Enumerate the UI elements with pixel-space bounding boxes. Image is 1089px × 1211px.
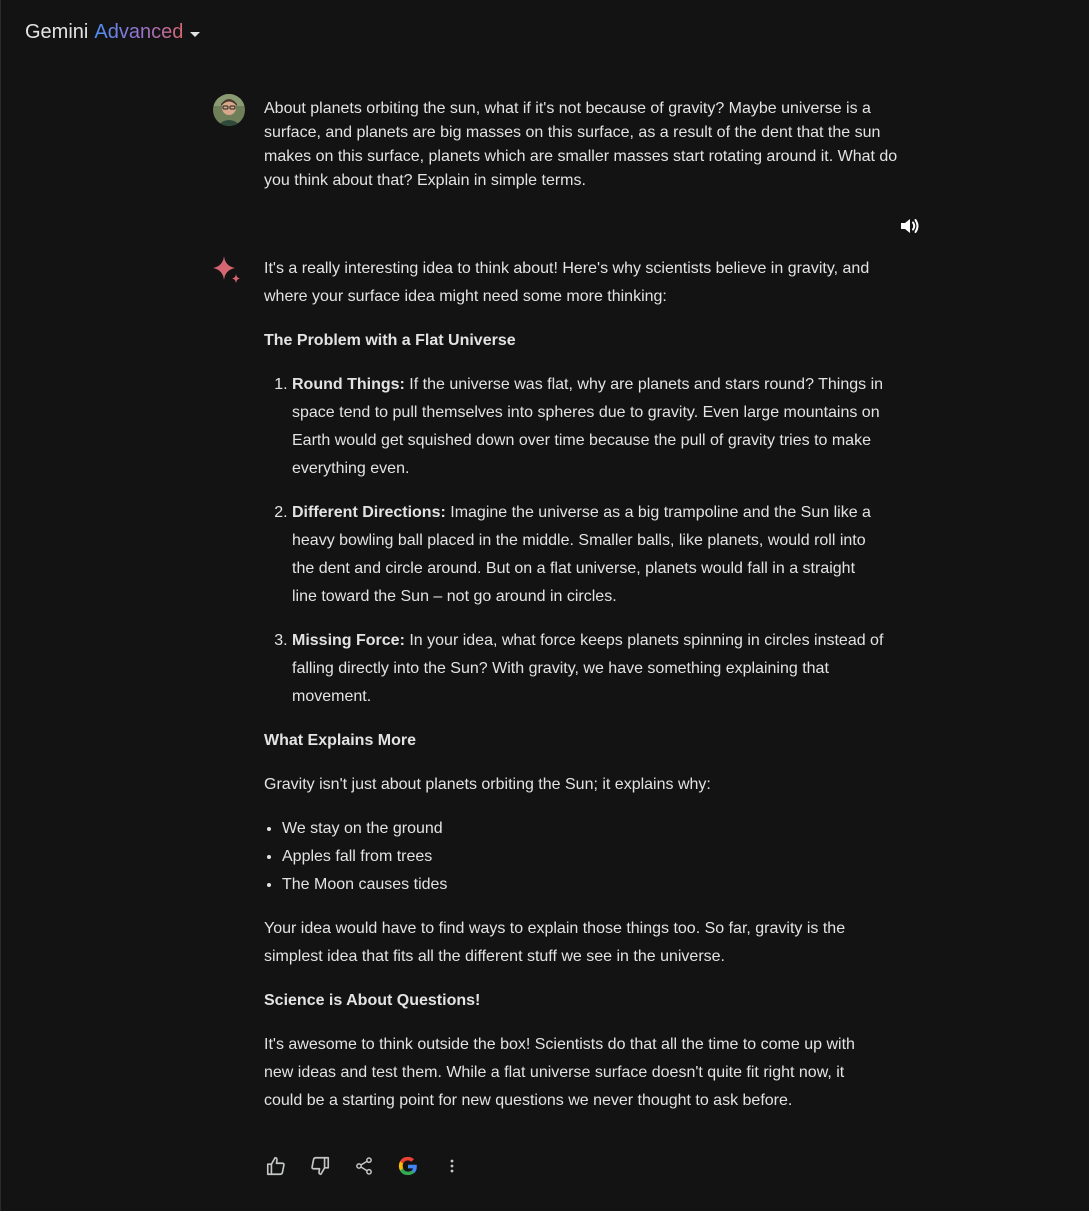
section2-outro: Your idea would have to find ways to explain those things too. So far, gravity is the simplest idea that fits all the different stuff we see in the universe.: [264, 920, 846, 965]
brand-name: Gemini: [25, 21, 89, 43]
bullet-list: [264, 815, 884, 899]
bullet-item: • Apples fall from trees: [282, 843, 884, 871]
section-title-science: Science is About Questions!: [264, 992, 481, 1009]
section-title-what-explains-more: What Explains More: [264, 732, 417, 749]
user-message: About planets orbiting the sun, what if it's not because of gravity? Maybe universe is a surface, and planets are big masses on this surface, as a result of the dent that the sun makes on this surface, planets which are smaller masses start rotating around it. What do you think about that? Explain in simple terms.: [264, 100, 898, 189]
model-selector[interactable]: [25, 21, 200, 44]
thumbs-down-icon[interactable]: [308, 1154, 332, 1178]
response-actions: [264, 1154, 484, 1178]
list-item-text: Imagine the universe as a big trampoline and the Sun like a heavy bowling ball placed in the middle. Smaller balls, like planets, would roll into the dent and circle around. But on a flat universe, planets would fall in a straight line toward the Sun – not go around in circles.: [292, 504, 871, 605]
speaker-icon[interactable]: [898, 214, 922, 238]
google-icon[interactable]: [396, 1154, 420, 1178]
response-intro: It's a really interesting idea to think about! Here's why scientists believe in gravity, and where your surface idea might need some more thinking:: [264, 260, 870, 305]
list-item: [292, 371, 884, 483]
list-item: [292, 627, 884, 711]
problem-list: [264, 371, 884, 711]
section-title-flat-universe: The Problem with a Flat Universe: [264, 332, 516, 349]
list-item-bold: Missing Force:: [292, 632, 405, 649]
list-item-text: In your idea, what force keeps planets spinning in circles instead of falling directly into the Sun? With gravity, we have something explaining that movement.: [292, 632, 884, 705]
section3-text: It's awesome to think outside the box! Scientists do that all the time to come up with new ideas and test them. While a flat universe surface doesn't quite fit right now, it could be a starting point for new questions we never thought to ask before.: [264, 1036, 855, 1109]
section2-intro: Gravity isn't just about planets orbiting the Sun; it explains why:: [264, 776, 711, 793]
brand-tier: Advanced: [94, 21, 184, 43]
list-item: [292, 499, 884, 611]
more-vert-icon[interactable]: [440, 1154, 464, 1178]
user-avatar: [213, 94, 245, 126]
caret-down-icon: [190, 32, 200, 37]
assistant-response: [264, 255, 884, 1131]
list-item-text: If the universe was flat, why are planets and stars round? Things in space tend to pull themselves into spheres due to gravity. Even large mountains on Earth would get squished down over time because the pull of gravity tries to make everything even.: [292, 376, 884, 477]
list-item-bold: Round Things:: [292, 376, 405, 393]
list-item-bold: Different Directions:: [292, 504, 446, 521]
gemini-spark-icon: [211, 254, 243, 286]
share-icon[interactable]: [352, 1154, 376, 1178]
bullet-item: • The Moon causes tides: [282, 871, 884, 899]
thumbs-up-icon[interactable]: [264, 1154, 288, 1178]
bullet-item: • We stay on the ground: [282, 815, 884, 843]
